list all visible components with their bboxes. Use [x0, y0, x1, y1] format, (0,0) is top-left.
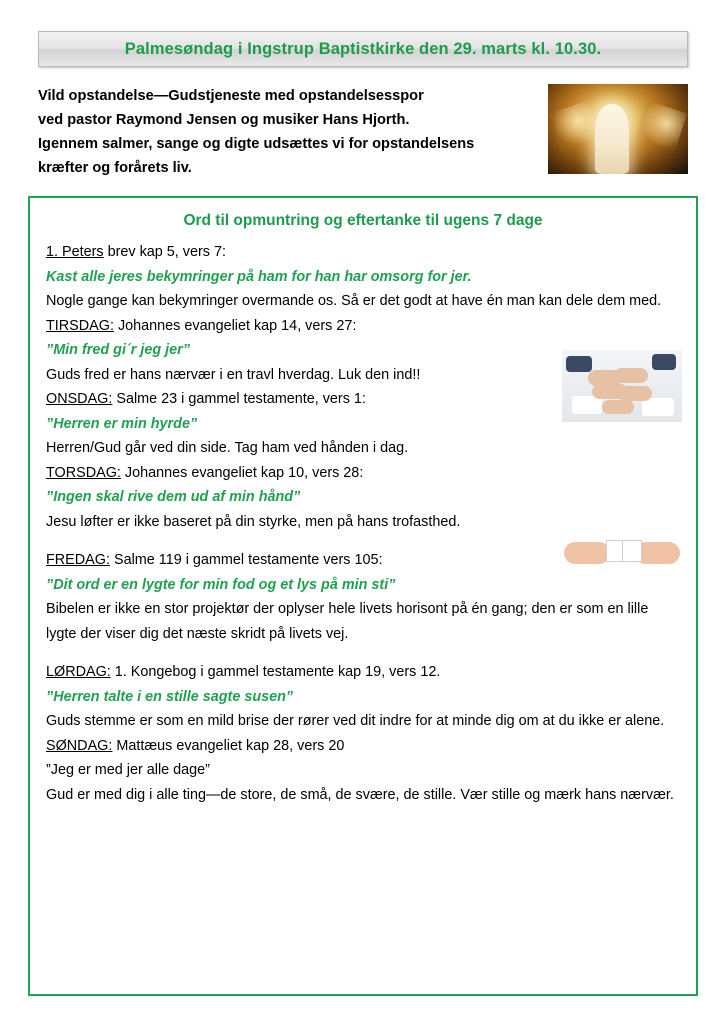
scripture-reference	[46, 314, 680, 339]
reference-rest: 1. Kongebog i gammel testamente kap 19, vers 12.	[110, 664, 441, 680]
reference-rest: Mattæus evangeliet kap 28, vers 20	[112, 737, 345, 754]
photo-hand	[614, 368, 648, 383]
reference-rest: Salme 23 i gammel testamente, vers 1:	[112, 391, 366, 407]
intro-line: Igennem salmer, sange og digte udsættes vi for opstandelsens	[38, 136, 475, 152]
scripture-commentary: Guds fred er hans nærvær i en travl hverdag. Luk den ind!!	[46, 366, 421, 383]
photo-cuff	[566, 356, 592, 372]
reference-rest: Johannes evangeliet kap 10, vers 28:	[120, 464, 364, 481]
photo-hand	[618, 386, 652, 401]
reference-underlined: 1. Peters	[46, 244, 104, 260]
banner-title: Palmesøndag i Ingstrup Baptistkirke den 29. marts kl. 10.30.	[124, 39, 602, 58]
scripture-reference	[46, 240, 680, 265]
scripture-commentary: Jesu løfter er ikke baseret på din styrke, men på hans trofasthed.	[46, 513, 461, 530]
devotional-content	[30, 230, 696, 807]
photo-hand	[602, 400, 634, 414]
scripture-quote: ”Ingen skal rive dem ud af min hånd”	[46, 489, 301, 505]
photo-cuff	[652, 354, 676, 370]
reference-underlined: SØNDAG:	[46, 737, 113, 754]
scripture-quote: Kast alle jeres bekymringer på ham for han har omsorg for jer.	[46, 268, 472, 285]
jesus-resurrection-image	[548, 84, 688, 174]
spacer	[46, 646, 680, 660]
image-figure	[595, 104, 629, 174]
reference-underlined: LØRDAG:	[46, 664, 111, 680]
hands-together-photo	[562, 350, 682, 422]
scripture-reference	[46, 660, 680, 685]
reference-underlined: TORSDAG:	[46, 464, 121, 481]
scripture-quote: ”Min fred gi´r jeg jer”	[46, 342, 190, 358]
reference-rest: Salme 119 i gammel testamente vers 105:	[109, 552, 383, 568]
intro-line: Vild opstandelse—Gudstjeneste med opstandelsesspor	[38, 88, 424, 104]
scripture-commentary: Nogle gange kan bekymringer overmande os. Så er det godt at have én man kan dele dem med.	[46, 293, 662, 309]
scripture-quote: ”Herren er min hyrde”	[46, 415, 198, 432]
intro-line: kræfter og forårets liv.	[38, 160, 192, 176]
scripture-reference	[46, 461, 680, 486]
reference-rest: Johannes evangeliet kap 14, vers 27:	[113, 317, 357, 334]
reference-underlined: TIRSDAG:	[46, 317, 114, 334]
photo-hand-left	[564, 542, 610, 564]
scripture-quote-plain: ”Jeg er med jer alle dage”	[46, 762, 210, 778]
reference-rest: brev kap 5, vers 7:	[103, 244, 226, 260]
devotional-box	[28, 196, 698, 996]
photo-sleeve	[642, 398, 674, 416]
scripture-quote: ”Herren talte i en stille sagte susen”	[46, 688, 294, 705]
intro-block	[38, 84, 538, 180]
scripture-commentary: Herren/Gud går ved din side. Tag ham ved hånden i dag.	[46, 440, 409, 456]
photo-puzzle-piece	[622, 540, 642, 562]
puzzle-pieces-hands-photo	[562, 526, 682, 584]
scripture-quote: ”Dit ord er en lygte for min fod og et lys på min sti”	[46, 576, 396, 593]
scripture-commentary: Bibelen er ikke en stor projektør der oplyser hele livets horisont på én gang; den er som en lille lygte der viser dig det næste skridt på livets vej.	[46, 601, 649, 642]
box-title: Ord til opmuntring og eftertanke til ugens 7 dage	[183, 212, 543, 229]
header-banner	[38, 31, 688, 67]
scripture-commentary: Guds stemme er som en mild brise der rører ved dit indre for at minde dig om at du ikke er alene.	[46, 713, 665, 729]
scripture-reference	[46, 734, 680, 759]
scripture-commentary: Gud er med dig i alle ting—de store, de små, de svære, de stille. Vær stille og mærk hans nærvær.	[46, 786, 674, 803]
intro-line: ved pastor Raymond Jensen og musiker Hans Hjorth.	[38, 112, 410, 128]
reference-underlined: ONSDAG:	[46, 391, 113, 407]
reference-underlined: FREDAG:	[46, 552, 110, 568]
